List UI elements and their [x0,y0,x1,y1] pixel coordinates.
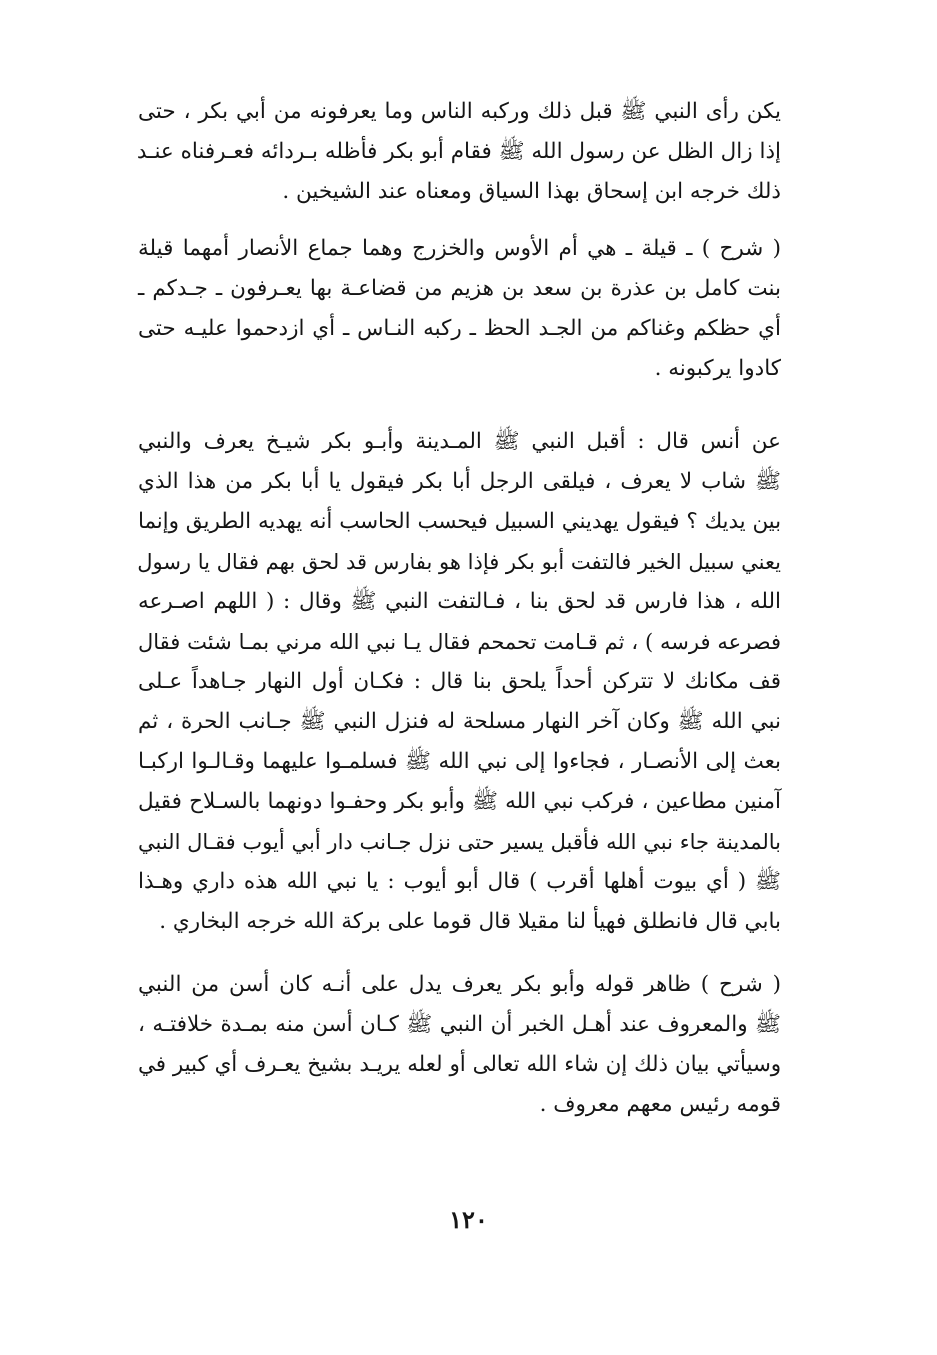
text-line: ( شرح ) ظاهر قوله وأبو بكر يعرف يدل على أنـه كان أسن من النبي [138,972,781,997]
text-line: ﷺ ( أي بيوت أهلها أقرب ) قال أبو أيوب : يا نبي الله هذه داري وهـذا [138,869,781,894]
text-line: بين يديك ؟ فيقول يهديني السبيل فيحسب الحاسب أنه يهديه الطريق وإنما [138,509,781,534]
page-number: ١٢٠ [449,1205,488,1234]
text-line: بنت كامل بن عذرة بن سعد بن هزيم من قضاعـة بها يعـرفون ـ جـدكم ـ [138,276,781,301]
text-line: وسيأتي بيان ذلك إن شاء الله تعالى أو لعله يريـد بشيخ يعـرف أي كبير في [138,1052,781,1077]
text-line: قومه رئيس معهم معروف . [539,1092,781,1117]
text-line: كادوا يركبونه . [654,356,781,381]
text-line: ذلك خرجه ابن إسحاق بهذا السياق ومعناه عند الشيخين . [282,179,781,204]
paragraph-explanation-qayla [138,229,781,389]
text-line: بعث إلى الأنصـار ، فجاءوا إلى نبي الله ﷺ فسلمـوا عليهما وقـالـوا اركبـا [138,749,781,774]
text-line: آمنين مطاعين ، فركب نبي الله ﷺ وأبو بكر وحفـوا دونهما بالسـلاح فقيل [138,789,781,814]
text-line: أي حظكم وغناكم من الجـد الحظ ـ ركبه النـاس ـ أي ازدحموا عليـه حتى [138,316,781,341]
text-line: الله ، هذا فارس قد لحق بنا ، فـالتفت النبي ﷺ وقال : ( اللهم اصـرعه [138,589,781,614]
text-line: ﷺ والمعروف عند أهـل الخبر أن النبي ﷺ كـان أسن منه بمـدة خلافتـه ، [138,1012,781,1037]
paragraph-intro-continuation [138,92,781,212]
text-line: نبي الله ﷺ وكان آخر النهار مسلحة له فنزل النبي ﷺ جـانب الحرة ، ثم [138,709,781,734]
paragraph-hadith-anas [138,422,781,942]
text-line: يعني سبيل الخير فالتفت أبو بكر فإذا هو بفارس قد لحق بهم فقال يا رسول [137,550,781,574]
text-line: ( شرح ) ـ قيلة ـ هي أم الأوس والخزرج وهما جماع الأنصار أمهما قيلة [138,236,781,261]
text-line: بالمدينة جاء نبي الله فأقبل يسير حتى نزل جـانب دار أبي أيوب فقـال النبي [138,830,781,854]
text-line: عن أنس قال : أقبل النبي ﷺ المـدينة وأبـو بكر شيـخ يعرف والنبي [138,429,781,454]
text-line: فصرعه فرسه ) ، ثم قـامت تحمحم فقال يـا نبي الله مرني بمـا شئت فقال [138,630,781,654]
text-line: يكن رأى النبي ﷺ قبل ذلك وركبه الناس وما يعرفونه من أبي بكر ، حتى [138,99,781,124]
text-line: ﷺ شاب لا يعرف ، فيلقى الرجل أبا بكر فيقول يا أبا بكر من هذا الذي [138,469,781,494]
text-line: قف مكانك لا تتركن أحداً يلحق بنا قال : فكـان أول النهار جـاهداً عـلى [138,669,781,694]
paragraph-explanation-age [138,965,781,1125]
text-line: إذا زال الظل عن رسول الله ﷺ فقام أبو بكر فأظله بـردائه فعـرفناه عنـد [136,139,781,164]
text-line: بابي قال فانطلق فهيأ لنا مقيلا قال قوما على بركة الله خرجه البخاري . [159,909,781,934]
